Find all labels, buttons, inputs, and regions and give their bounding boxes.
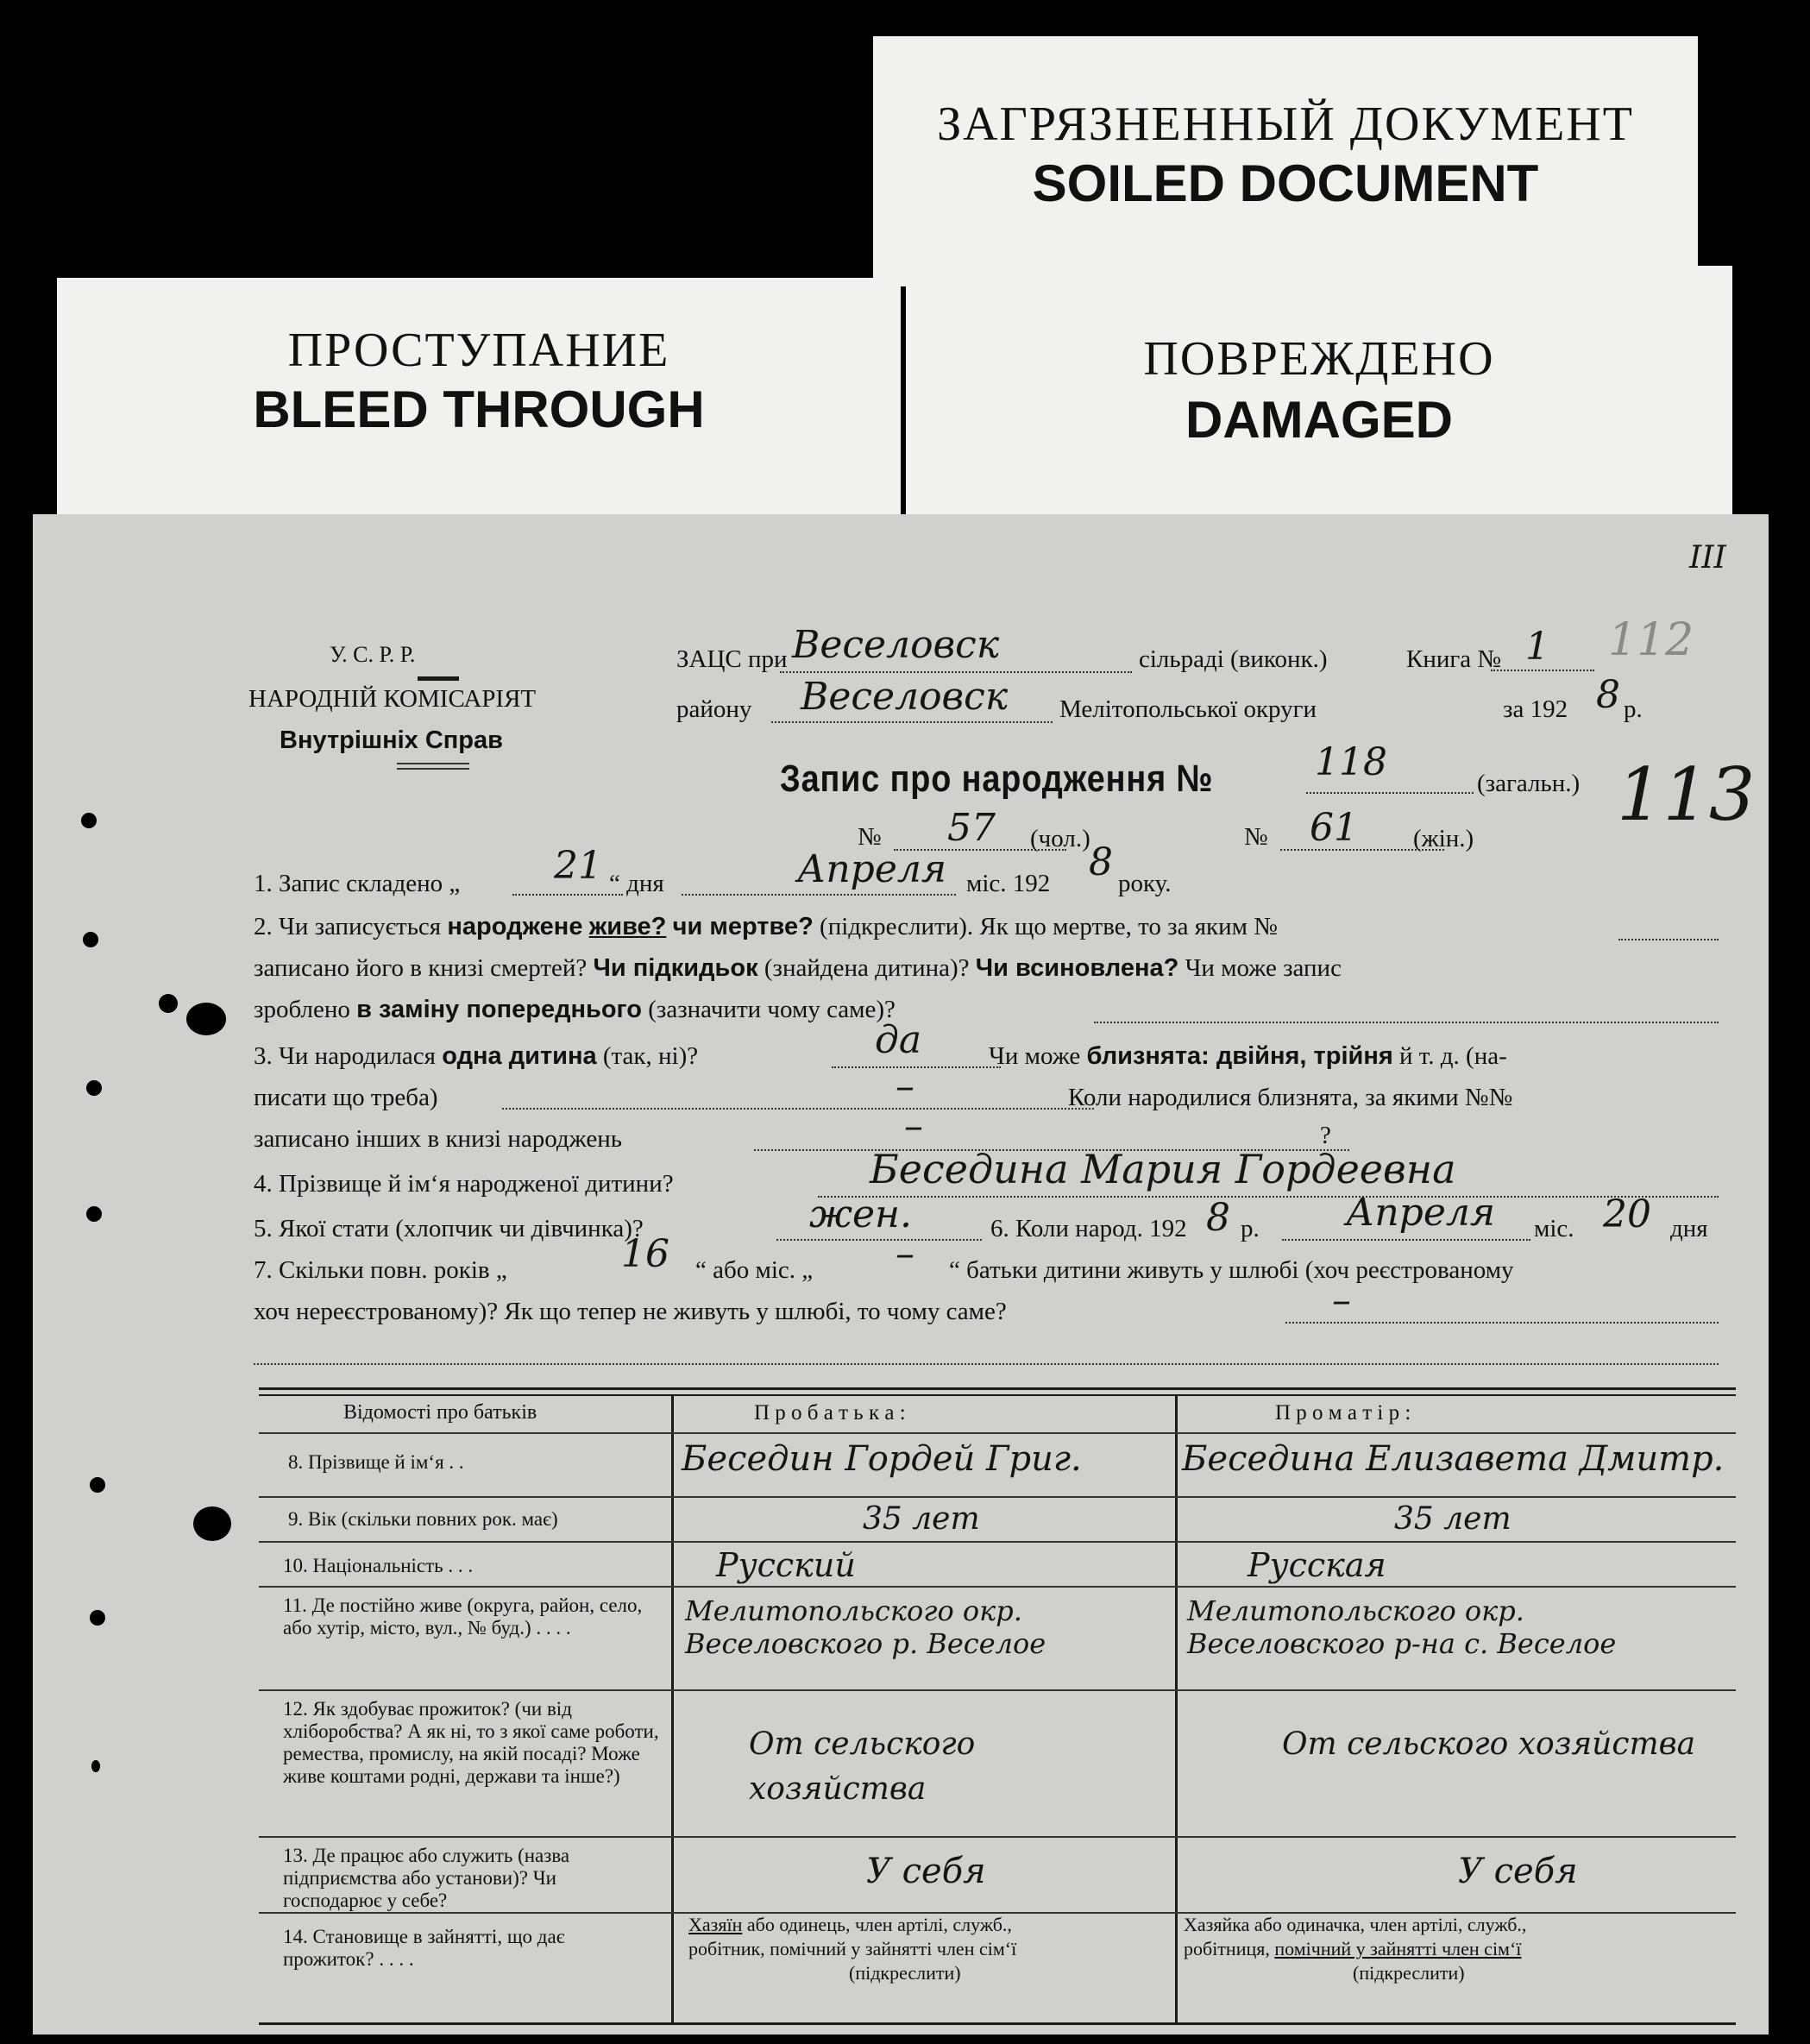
fill-line — [1491, 670, 1594, 671]
table-row-divider — [259, 1586, 1736, 1588]
ink-blot — [186, 1003, 226, 1035]
q3-dash2: – — [904, 1104, 923, 1148]
table-row-divider — [259, 1541, 1736, 1543]
q2-born: народжене — [447, 913, 583, 940]
father-workplace: У себя — [866, 1852, 986, 1891]
q4-value: Беседина Мария Гордеевна — [870, 1146, 1456, 1192]
birth-record-sheet — [33, 514, 1769, 2035]
father-livelihood: От сельского хозяйства — [749, 1726, 976, 1807]
q2-text: Чи може запис — [1185, 954, 1342, 982]
fill-line — [512, 894, 623, 896]
q7-months: – — [896, 1232, 914, 1276]
q3-text: 3. Чи народилася — [254, 1042, 437, 1070]
fill-line — [818, 1196, 1719, 1198]
ink-blot — [193, 1506, 231, 1541]
row-label-livelihood: 12. Як здобуває прожиток? (чи від хліборобства? А як ні, то з якої саме роботи, ремества, промислу, на якій посаді? Може живе коштами родні, держави та інше?) — [283, 1698, 659, 1787]
damaged-card — [906, 266, 1732, 533]
soiled-label-ru: ЗАГРЯЗНЕННЫЙ ДОКУМЕНТ — [937, 97, 1634, 151]
father-status-owner: Хазяїн — [688, 1914, 743, 1935]
table-top-border — [259, 1394, 1736, 1396]
fill-line — [682, 894, 956, 896]
father-status-options: або одинець, член артілі, служб., — [742, 1914, 1012, 1935]
table-head-info: Відомості про батьків — [343, 1401, 537, 1424]
soiled-label-en: SOILED DOCUMENT — [1032, 154, 1539, 212]
q6-mis: міс. — [1534, 1215, 1574, 1242]
mother-status-family-helper: помічний у зайнятті член сім‘ї — [1274, 1938, 1522, 1959]
mother-nationality: Русская — [1248, 1546, 1386, 1584]
zags-prefix: ЗАЦС при — [676, 645, 788, 673]
punch-hole — [90, 1610, 105, 1626]
q7-line2: хоч нереєстрованому)? Як що тепер не живуть у шлюбі, то чому саме? — [254, 1298, 1007, 1325]
punch-hole — [81, 813, 97, 828]
q3-line2a: писати що треба) — [254, 1084, 438, 1111]
q1-month: Апреля — [797, 847, 947, 891]
record-title: Запис про народження № — [780, 758, 1214, 800]
fill-line — [780, 671, 1132, 673]
mother-name: Беседина Елизавета Дмитр. — [1182, 1439, 1725, 1479]
fill-line — [771, 721, 1053, 723]
q3-one-child: одна дитина — [442, 1042, 597, 1070]
mother-status-worker: робітниця, — [1184, 1938, 1275, 1959]
female-label: (жін.) — [1413, 825, 1474, 852]
okrug-label: Мелітопольської округи — [1059, 695, 1317, 723]
divider — [397, 768, 469, 770]
internal-affairs-label: Внутрішніх Справ — [280, 726, 503, 754]
table-row-divider — [259, 1496, 1736, 1498]
divider — [418, 676, 459, 681]
table-head-father: П р о б а т ь к а : — [754, 1401, 906, 1425]
q7-suffix: “ батьки дитини живуть у шлюбі (хоч реєстрованому — [949, 1256, 1514, 1284]
q3-line2b: Коли народилися близнята, за якими №№ — [1068, 1084, 1513, 1111]
q2-replacement: в заміну попереднього — [356, 996, 642, 1023]
table-column-divider — [671, 1394, 674, 2022]
book-value: 1 — [1525, 625, 1549, 669]
q7-mid: “ або міс. „ — [695, 1256, 814, 1284]
fill-line — [254, 1363, 1719, 1365]
mother-status-hint: (підкреслити) — [1353, 1962, 1465, 1984]
q1-mis: міс. 192 — [966, 870, 1051, 897]
q1-prefix: 1. Запис складено „ — [254, 870, 461, 897]
q7-prefix: 7. Скільки повн. років „ — [254, 1256, 507, 1284]
row-label-age: 9. Вік (скільки повних рок. має) — [288, 1508, 558, 1530]
fill-line — [1618, 939, 1719, 940]
q7-years: 16 — [621, 1232, 669, 1276]
damaged-label-en: DAMAGED — [1185, 391, 1453, 449]
mother-age: 35 лет — [1394, 1501, 1511, 1537]
divider — [397, 763, 469, 764]
record-number: 118 — [1315, 740, 1387, 784]
male-number-sign: № — [858, 823, 882, 851]
mother-workplace: У себя — [1458, 1852, 1578, 1891]
damaged-label-ru: ПОВРЕЖДЕНО — [1143, 332, 1495, 386]
female-number-value: 61 — [1310, 806, 1358, 850]
q2-foundling: Чи підкидьок — [593, 954, 758, 982]
fill-line — [502, 1108, 1094, 1110]
mother-livelihood: От сельского хозяйства — [1282, 1726, 1696, 1762]
q1-suffix: року. — [1118, 870, 1172, 897]
fill-line — [1306, 792, 1474, 794]
punch-hole — [86, 1206, 102, 1222]
q6-year: 8 — [1206, 1196, 1230, 1240]
q5-label: 5. Якої стати (хлопчик чи дівчинка)? — [254, 1215, 644, 1242]
father-age: 35 лет — [863, 1501, 980, 1537]
father-residence: Мелитопольского окр. Веселовского р. Веселое — [685, 1594, 1046, 1660]
table-row-divider — [259, 1836, 1736, 1838]
ussr-label: У. С. Р. Р. — [330, 642, 416, 667]
mother-status-line2 — [1184, 1938, 1521, 1960]
row-label-name: 8. Прізвище й ім‘я . . — [288, 1451, 464, 1473]
table-row-divider — [259, 1432, 1736, 1434]
table-row-divider — [259, 1689, 1736, 1691]
general-label: (загальн.) — [1477, 770, 1581, 797]
ink-blot — [159, 994, 178, 1013]
soiled-document-card — [873, 36, 1698, 286]
raion-value: Веселовск — [801, 675, 1009, 719]
table-head-mother: П р о м а т і р : — [1275, 1401, 1411, 1425]
q3-line3: записано інших в книзі народжень — [254, 1125, 622, 1153]
raion-label: району — [676, 695, 752, 723]
table-top-border — [259, 1387, 1736, 1390]
father-nationality: Русский — [716, 1546, 856, 1584]
q3-text: (так, ні)? — [602, 1042, 699, 1070]
margin-number: 113 — [1617, 752, 1756, 837]
q2-alive: живе? — [588, 913, 667, 940]
q2-text: записано його в книзі смертей? — [254, 954, 588, 982]
q6-dnya: дня — [1670, 1215, 1708, 1242]
male-label: (чол.) — [1030, 825, 1090, 852]
year-suffix: р. — [1624, 695, 1643, 723]
bleed-label-en: BLEED THROUGH — [253, 380, 705, 438]
q2-text: (зазначити чому саме)? — [648, 996, 896, 1023]
commissariat-label: НАРОДНІЙ КОМІСАРІЯТ — [248, 685, 537, 713]
q2-line3 — [254, 996, 896, 1024]
female-number-sign: № — [1244, 823, 1268, 851]
q3-text: й т. д. (на- — [1399, 1042, 1507, 1070]
row-label-employment-status: 14. Становище в зайнятті, що дає прожиток? . . . . — [283, 1926, 565, 1970]
book-label: Книга № — [1406, 645, 1502, 673]
q2-text: зроблено — [254, 996, 350, 1023]
father-status-hint: (підкреслити) — [849, 1962, 961, 1984]
q6-r: р. — [1241, 1215, 1260, 1242]
q2-line1 — [254, 913, 1278, 941]
table-bottom-border — [259, 2022, 1736, 2025]
fill-line — [832, 1066, 1001, 1068]
row-label-residence: 11. Де постійно живе (округа, район, село, або хутір, місто, вул., № буд.) . . . . — [283, 1594, 643, 1638]
q2-text: (підкреслити). Як що мертве, то за яким № — [820, 913, 1278, 940]
bleed-through-card — [57, 278, 901, 537]
q4-label: 4. Прізвище й ім‘я народженої дитини? — [254, 1170, 674, 1198]
punch-hole — [83, 932, 98, 947]
q1-mid: “ дня — [609, 870, 664, 897]
year-value: 8 — [1596, 673, 1620, 717]
fill-line — [1094, 1022, 1719, 1023]
q2-line2 — [254, 954, 1342, 983]
mother-residence: Мелитопольского окр. Веселовского р-на с. Веселое — [1187, 1594, 1617, 1660]
q3-dash1: – — [896, 1065, 914, 1109]
q2-text: 2. Чи записується — [254, 913, 442, 940]
q1-day: 21 — [554, 844, 602, 888]
father-name: Беседин Гордей Григ. — [682, 1439, 1082, 1479]
q3-twins: близнята: двійня, трійня — [1086, 1042, 1393, 1070]
fill-line — [776, 1239, 982, 1241]
mother-status-line1: Хазяйка або одиначка, член артілі, служб., — [1184, 1914, 1527, 1935]
ink-blot — [91, 1760, 100, 1772]
q6-month: Апреля — [1346, 1191, 1496, 1235]
q5-value: жен. — [809, 1192, 913, 1236]
q3-qmark: ? — [1320, 1122, 1331, 1149]
row-label-workplace: 13. Де працює або служить (назва підприємства або установи)? Чи господарює у себе? — [283, 1845, 570, 1911]
q2-adopted: Чи всиновлена? — [975, 954, 1179, 982]
fill-line — [1285, 1322, 1719, 1324]
q3-line1b — [989, 1042, 1507, 1071]
q3-text: Чи може — [989, 1042, 1081, 1070]
table-column-divider — [1175, 1394, 1178, 2022]
father-status-line1 — [688, 1914, 1012, 1936]
fill-line — [1282, 1239, 1530, 1241]
zags-value: Веселовск — [792, 623, 1000, 667]
punch-hole — [90, 1477, 105, 1493]
q6-day: 20 — [1603, 1192, 1651, 1236]
q1-year: 8 — [1089, 840, 1113, 884]
q6-label: 6. Коли народ. 192 — [990, 1215, 1187, 1242]
silradi-label: сільраді (виконк.) — [1139, 645, 1328, 673]
row-label-nationality: 10. Національність . . . — [283, 1555, 474, 1576]
corner-mark: III — [1689, 540, 1726, 575]
q2-dead: чи мертве? — [672, 913, 814, 940]
punch-hole — [86, 1080, 102, 1096]
q3-line1a — [254, 1042, 698, 1071]
q3-answer: да — [875, 1018, 922, 1062]
year-label: за 192 — [1503, 695, 1568, 723]
q2-text: (знайдена дитина)? — [764, 954, 970, 982]
bleed-label-ru: ПРОСТУПАНИЕ — [287, 324, 670, 377]
male-number-value: 57 — [947, 806, 996, 850]
q7-answer2: – — [1332, 1279, 1351, 1323]
father-status-line2: робітник, помічний у зайнятті член сім‘ї — [688, 1938, 1017, 1959]
book-extra: 112 — [1608, 614, 1694, 666]
